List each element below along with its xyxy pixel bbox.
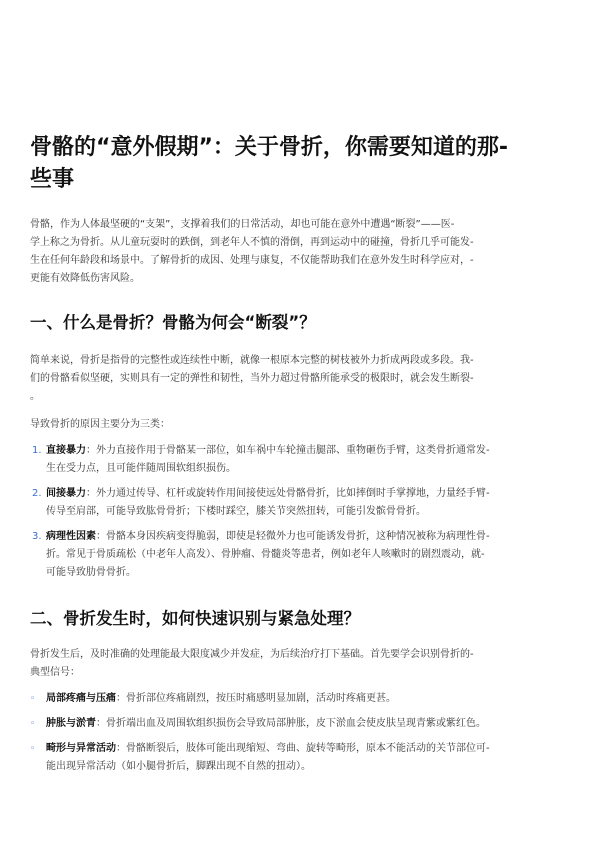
list-item <box>30 740 565 776</box>
list-item-text: 能出现异常活动（如小腿骨折后，脚踝出现不自然的扭动）。 <box>46 761 311 772</box>
intro-line: 骨骼，作为人体最坚硬的“支架”，支撑着我们的日常活动，却也可能在意外中遭遇“断裂”——医- <box>30 219 455 230</box>
section-1-paragraph <box>30 352 565 406</box>
intro-line: 生在任何年龄段和场景中。了解骨折的成因、处理与康复，不仅能帮助我们在意外发生时科学应对，- <box>30 255 474 266</box>
intro-line: 学上称之为骨折。从儿童玩耍时的跌倒，到老年人不慎的滑倒，再到运动中的碰撞，骨折几乎可能发- <box>30 237 474 248</box>
list-item-term: 肿胀与淤青 <box>46 718 96 729</box>
list-item-text: 生在受力点，且可能伴随周围软组织损伤。 <box>46 463 236 474</box>
list-item-text: ：骨骼本身因疾病变得脆弱，即使是轻微外力也可能诱发骨折，这种情况被称为病理性骨- <box>96 531 490 542</box>
causes-list <box>30 442 565 582</box>
title-line-2: 些事 <box>30 167 75 192</box>
list-item-term: 局部疼痛与压痛 <box>46 693 116 704</box>
title-line-1: 骨骼的“意外假期”：关于骨折，你需要知道的那- <box>30 135 509 160</box>
bullet-icon: ◦ <box>30 744 36 754</box>
list-item-text: 可能导致肋骨骨折。 <box>46 567 136 578</box>
paragraph-line: 简单来说，骨折是指骨的完整性或连续性中断，就像一根原本完整的树枝被外力折成两段或多段。我- <box>30 355 474 366</box>
intro-line: 更能有效降低伤害风险。 <box>30 273 140 284</box>
list-item <box>30 715 565 733</box>
bullet-icon: ◦ <box>30 694 36 704</box>
paragraph-line: 。 <box>30 391 40 402</box>
bullet-icon: ◦ <box>30 719 36 729</box>
list-item <box>30 485 565 521</box>
causes-intro: 导致骨折的原因主要分为三类： <box>30 419 170 430</box>
list-number: 3. <box>32 531 42 542</box>
intro-paragraph <box>30 216 565 288</box>
list-number: 2. <box>32 488 42 499</box>
list-item-term: 间接暴力 <box>46 488 86 499</box>
list-item-text: ：骨折部位疼痛剧烈，按压时痛感明显加剧，活动时疼痛更甚。 <box>116 693 396 704</box>
list-item-term: 直接暴力 <box>46 445 86 456</box>
list-item-text: ：外力通过传导、杠杆或旋转作用间接使远处骨骼骨折，比如摔倒时手掌撑地，力量经手臂- <box>86 488 490 499</box>
list-item-term: 畸形与异常活动 <box>46 743 116 754</box>
list-item-text: 折。常见于骨质疏松（中老年人高发）、骨肿瘤、骨髓炎等患者，例如老年人咳嗽时的剧烈震动，就- <box>46 549 485 560</box>
paragraph-line: 典型信号： <box>30 667 80 678</box>
list-item-text: ：骨折端出血及周围软组织损伤会导致局部肿胀，皮下淤血会使皮肤呈现青紫或紫红色。 <box>96 718 486 729</box>
list-item-term: 病理性因素 <box>46 531 96 542</box>
list-item <box>30 442 565 478</box>
paragraph-line: 们的骨骼看似坚硬，实则具有一定的弹性和韧性，当外力超过骨骼所能承受的极限时，就会发生断裂- <box>30 373 474 384</box>
document-page <box>30 132 565 776</box>
paragraph-line: 骨折发生后，及时准确的处理能最大限度减少并发症，为后续治疗打下基础。首先要学会识别骨折的- <box>30 649 474 660</box>
section-2-paragraph <box>30 646 565 682</box>
list-item <box>30 528 565 582</box>
symptoms-list <box>30 690 565 776</box>
section-1-heading: 一、什么是骨折？骨骼为何会“断裂”？ <box>30 313 316 332</box>
list-item-text: 传导至肩部，可能导致肱骨骨折；下楼时踩空，膝关节突然扭转，可能引发髌骨骨折。 <box>46 506 426 517</box>
list-number: 1. <box>32 445 42 456</box>
list-item <box>30 690 565 708</box>
section-2-heading: 二、骨折发生时，如何快速识别与紧急处理？ <box>30 609 360 628</box>
list-item-text: ：骨骼断裂后，肢体可能出现缩短、弯曲、旋转等畸形，原本不能活动的关节部位可- <box>116 743 490 754</box>
list-item-text: ：外力直接作用于骨骼某一部位，如车祸中车轮撞击腿部、重物砸伤手臂，这类骨折通常发- <box>86 445 490 456</box>
page-title <box>30 132 565 196</box>
